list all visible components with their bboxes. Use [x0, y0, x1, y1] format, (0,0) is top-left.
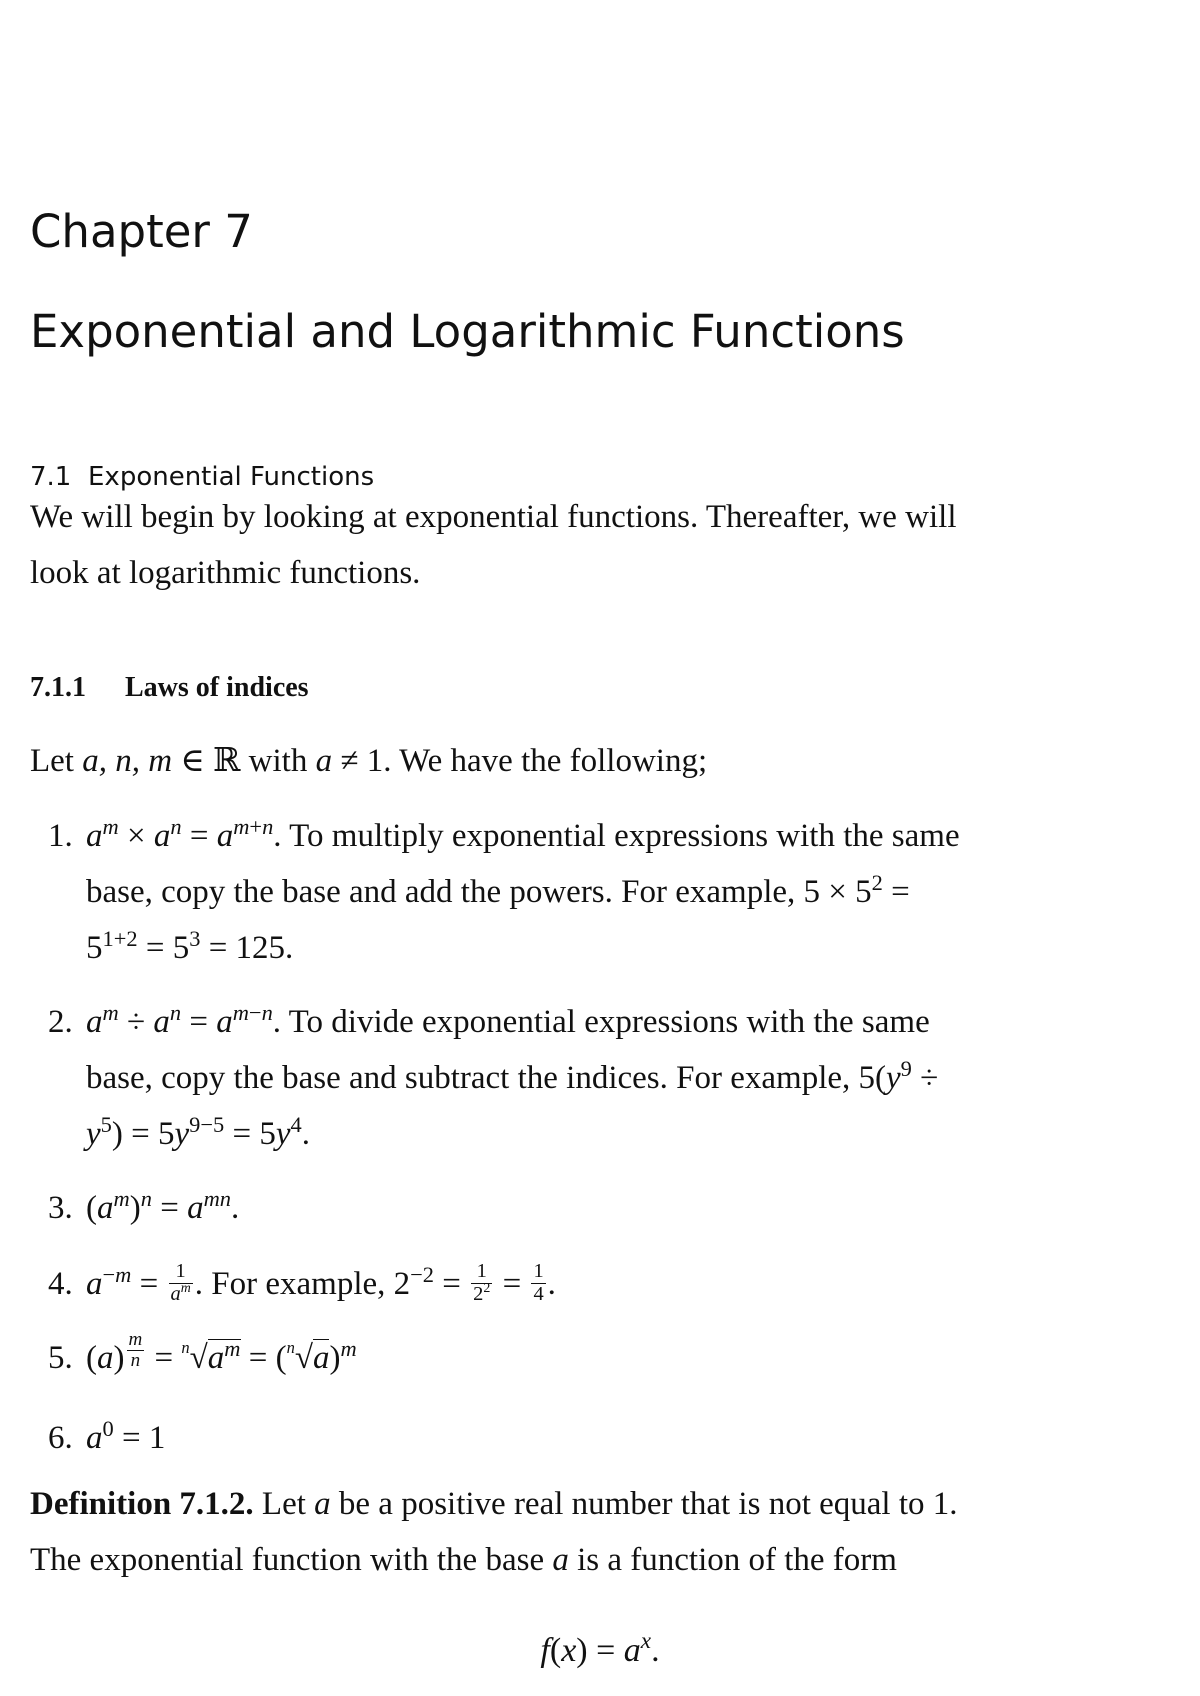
law-number: 2. [48, 1004, 73, 1040]
law-number: 1. [48, 818, 73, 854]
law-number: 3. [48, 1190, 73, 1226]
law-item-3 [48, 1180, 1148, 1236]
law-item-2 [48, 994, 1148, 1162]
law-item-5 [48, 1330, 1148, 1390]
law-2-line-2: base, copy the base and subtract the indices. For example, $5(y^9$ ÷ [86, 1055, 939, 1096]
section-number: 7.1 [30, 462, 72, 492]
law-2-line-1: $a^m \div a^n = a^{m-n}$. To divide exponential expressions with the same [86, 999, 930, 1040]
law-4-example: $2^{-2}$ = $\frac{1}{2^2}$ = $\frac{1}{4}$ . [393, 1260, 556, 1305]
law-5-formula: (a) $^{\frac{m}{n}}$ = $^n√a^m = (^n√a)^m$ [86, 1328, 357, 1376]
law-1-line-2: base, copy the base and add the powers. For example, $5 \times 5^2$ = [86, 869, 910, 910]
law-item-1 [48, 808, 1148, 976]
law-1-formula: $a^m \times a^n = a^{m+n}$ [86, 813, 274, 854]
law-4-formula: $a^{-m}$ = $\frac{1}{a^m}$ [86, 1260, 191, 1305]
chapter-label: Chapter 7 [30, 205, 253, 258]
section-title: Exponential Functions [88, 462, 375, 492]
chapter-title: Exponential and Logarithmic Functions [30, 305, 905, 358]
subsection-heading [30, 672, 309, 704]
law-6-formula: $a^0 = 1$ [86, 1415, 166, 1456]
law-number: 4. [48, 1266, 73, 1302]
law-1-line-3: $5^{1+2} = 5^3 = 125$. [86, 925, 294, 966]
intro-line-1: We will begin by looking at exponential functions. Thereafter, we will [30, 499, 957, 535]
section-heading [30, 462, 374, 492]
law-2-line-3: $y^5) = 5y^{9-5} = 5y^4$. [86, 1111, 310, 1152]
definition-line-2: The exponential function with the base a is a function of the form [30, 1542, 897, 1578]
lead-vars: a, n, m [82, 743, 173, 779]
exponential-function-formula: $f(x) = a^x$. [540, 1628, 660, 1669]
law-item-6 [48, 1410, 1148, 1466]
definition-label: Definition 7.1.2. [30, 1486, 254, 1522]
lead-sentence: Let a, n, m ∈ ℝ with a ≠ 1. We have the following; [30, 743, 708, 779]
law-number: 6. [48, 1420, 73, 1456]
law-1-line-1: $a^m \times a^n = a^{m+n}$. To multiply exponential expressions with the same [86, 813, 960, 854]
subsection-number: 7.1.1 [30, 672, 86, 703]
intro-paragraph [30, 489, 957, 601]
law-number: 5. [48, 1340, 73, 1376]
definition-line-1: Definition 7.1.2. Let a be a positive real number that is not equal to 1. [30, 1486, 958, 1522]
definition-block [30, 1476, 958, 1588]
intro-line-2: look at logarithmic functions. [30, 555, 421, 591]
law-2-formula: $a^m \div a^n = a^{m-n}$ [86, 999, 273, 1040]
law-item-4: 4. $a^{-m}$ = $\frac{1}{a^m}$ . For example, $2^{-2}$ = $\frac{1}{2^2}$ = $\frac{1}{4}$ . [48, 1256, 1148, 1316]
subsection-title: Laws of indices [125, 672, 309, 703]
law-3-formula: $(a^m)^n = a^{mn}$. [86, 1185, 240, 1226]
